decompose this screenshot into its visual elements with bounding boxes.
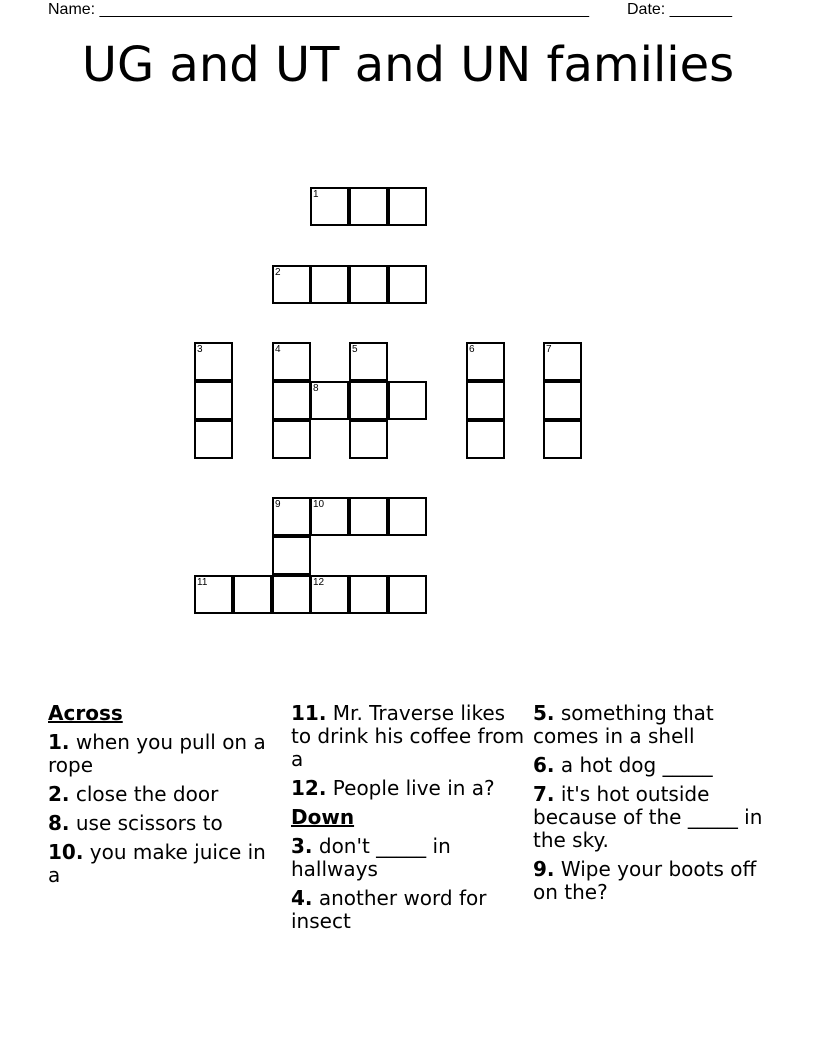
clues-column-3: [533, 702, 778, 910]
clue-text: it's hot outside because of the _____ in the sky.: [533, 782, 763, 852]
name-field-label: Name: _______________________________________________________: [48, 1, 589, 18]
clue-across-10: [48, 841, 273, 887]
crossword-cell[interactable]: [349, 381, 388, 420]
clue-down-4: [291, 887, 526, 933]
crossword-cell[interactable]: [388, 575, 427, 614]
clue-number-label: 4: [275, 344, 281, 355]
crossword-cell[interactable]: [466, 420, 505, 459]
clue-text: something that comes in a shell: [533, 701, 714, 748]
crossword-cell[interactable]: [388, 265, 427, 304]
clue-number-label: 5: [352, 344, 358, 355]
crossword-cell[interactable]: [349, 265, 388, 304]
crossword-cell[interactable]: [194, 575, 233, 614]
crossword-cell[interactable]: [194, 420, 233, 459]
crossword-cell[interactable]: [349, 575, 388, 614]
crossword-cell[interactable]: [543, 420, 582, 459]
clue-down-6: [533, 754, 778, 777]
clue-number: 3.: [291, 834, 313, 858]
clue-number: 8.: [48, 811, 70, 835]
clue-number: 10.: [48, 840, 84, 864]
clue-text: when you pull on a rope: [48, 730, 266, 777]
crossword-cell[interactable]: [272, 497, 311, 536]
crossword-cell[interactable]: [233, 575, 272, 614]
crossword-cell[interactable]: [272, 381, 311, 420]
crossword-cell[interactable]: [310, 381, 349, 420]
crossword-cell[interactable]: [466, 342, 505, 381]
crossword-cell[interactable]: [388, 497, 427, 536]
crossword-cell[interactable]: [543, 342, 582, 381]
clue-down-9: [533, 858, 778, 904]
clue-across-8: [48, 812, 273, 835]
clue-number: 7.: [533, 782, 555, 806]
crossword-cell[interactable]: [349, 187, 388, 226]
clue-number: 5.: [533, 701, 555, 725]
clue-text: you make juice in a: [48, 840, 266, 887]
crossword-cell[interactable]: [388, 187, 427, 226]
date-field-label: Date: _______: [627, 1, 732, 18]
crossword-cell[interactable]: [310, 575, 349, 614]
crossword-cell[interactable]: [272, 420, 311, 459]
clue-number: 9.: [533, 857, 555, 881]
clue-number-label: 9: [275, 499, 281, 510]
clue-number-label: 2: [275, 267, 281, 278]
crossword-cell[interactable]: [349, 420, 388, 459]
crossword-cell[interactable]: [466, 381, 505, 420]
clue-text: Mr. Traverse likes to drink his coffee from a: [291, 701, 525, 771]
crossword-cell[interactable]: [272, 342, 311, 381]
crossword-cell[interactable]: [194, 381, 233, 420]
clue-across-11: [291, 702, 526, 771]
crossword-cell[interactable]: [543, 381, 582, 420]
crossword-cell[interactable]: [349, 342, 388, 381]
clue-number-label: 7: [546, 344, 552, 355]
clue-number: 6.: [533, 753, 555, 777]
down-heading: Down: [291, 805, 355, 829]
crossword-cell[interactable]: [272, 536, 311, 575]
clue-number: 4.: [291, 886, 313, 910]
clue-text: don't _____ in hallways: [291, 834, 451, 881]
clue-number-label: 10: [313, 499, 325, 510]
clue-text: a hot dog _____: [560, 753, 713, 777]
across-heading: Across: [48, 701, 123, 725]
clue-number-label: 12: [313, 577, 325, 588]
clue-number-label: 3: [197, 344, 203, 355]
clue-number-label: 6: [469, 344, 475, 355]
clue-number: 2.: [48, 782, 70, 806]
clues-column-1: [48, 702, 273, 893]
clue-text: another word for insect: [291, 886, 487, 933]
clue-number-label: 8: [313, 383, 319, 394]
clue-down-7: [533, 783, 778, 852]
clue-text: Wipe your boots off on the?: [533, 857, 757, 904]
clue-down-3: [291, 835, 526, 881]
crossword-cell[interactable]: [194, 342, 233, 381]
clue-text: People live in a?: [332, 776, 495, 800]
clue-number: 11.: [291, 701, 327, 725]
crossword-cell[interactable]: [310, 187, 349, 226]
crossword-cell[interactable]: [272, 575, 311, 614]
clue-across-1: [48, 731, 273, 777]
crossword-cell[interactable]: [310, 497, 349, 536]
crossword-cell[interactable]: [272, 265, 311, 304]
crossword-cell[interactable]: [310, 265, 349, 304]
clue-number-label: 1: [313, 189, 319, 200]
page-title: UG and UT and UN families: [81, 37, 735, 93]
crossword-cell[interactable]: [388, 381, 427, 420]
clues-column-2: [291, 702, 526, 939]
clue-across-2: [48, 783, 273, 806]
clue-number: 1.: [48, 730, 70, 754]
clue-text: close the door: [75, 782, 219, 806]
clue-number: 12.: [291, 776, 327, 800]
crossword-cell[interactable]: [349, 497, 388, 536]
clue-across-12: [291, 777, 526, 800]
clue-down-5: [533, 702, 778, 748]
clue-number-label: 11: [197, 577, 208, 588]
clue-text: use scissors to: [75, 811, 223, 835]
